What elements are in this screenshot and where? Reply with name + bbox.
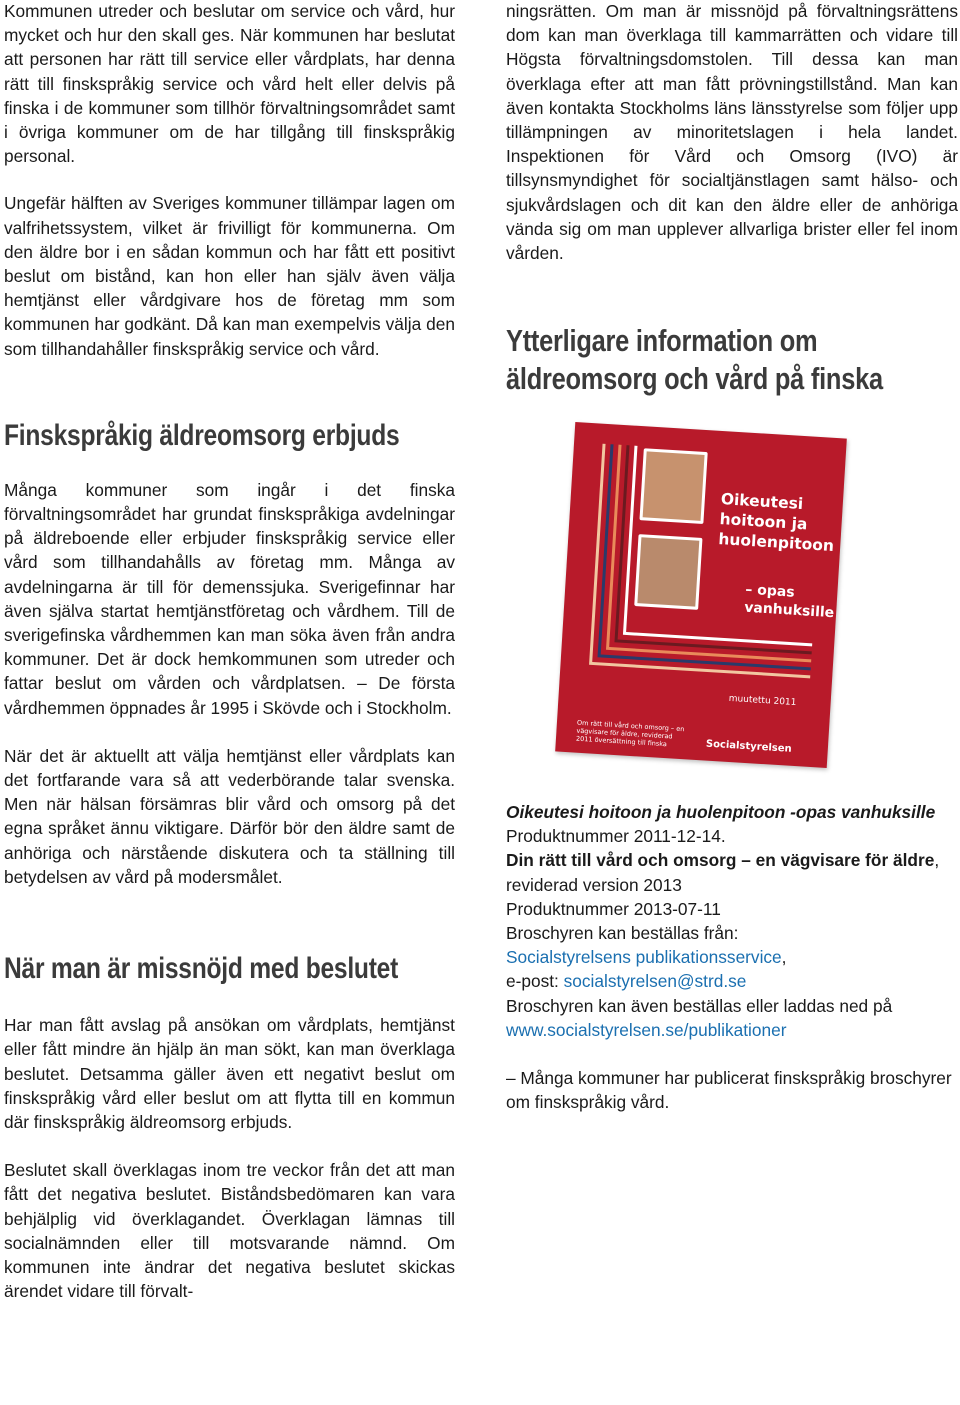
paragraph: ningsrätten. Om man är missnöjd på förvaltningsrättens dom kan man överklaga till kammarrätten och vidare till Högsta förvaltningsdomstolen. Till dessa kan man överklaga efter att man fått prövningstillstånd. Man kan även kontakta Stockholms läns länsstyrelse som följer upp tillämpningen av minoritetslagen i hela landet. Inspektionen för Vård och Omsorg (IVO) är tillsynsmyndighet för socialtjänstlagen samt hälso- och sjukvårdslagen och dit kan den äldre eller de anhöriga vända sig om man upplever allvarliga brister eller fel inom vården. — [506, 1, 958, 264]
brochure-caption — [506, 800, 958, 1114]
url-line — [506, 1018, 958, 1042]
section-heading: Finskspråkig äldreomsorg erbjuds — [4, 418, 400, 452]
publications-url-link[interactable]: www.socialstyrelsen.se/publikationer — [506, 1019, 787, 1040]
service-line: Socialstyrelsens publikationsservice, — [506, 947, 787, 968]
elderly-woman-photo — [639, 448, 707, 524]
brochure-cover-image — [548, 412, 858, 777]
paragraph: Många kommuner som ingår i det finska förvaltningsområdet har grundat finskspråkiga avdelningar på äldreboende eller erbjuder finskspråkig service eller vård som tillhandahålls av företag mm. Många av avdelningarna är till för demenssjuka. Sverigefinnar har även själva startat hemtjänstföretag och vårdhem. Till de sverigefinska vårdhemmen kan man söka även från andra kommuner. Det är dock hemkommunen som utreder och fattar beslut om vården och vårdplatsen. – De första vårdhemmen öppnades år 1995 i Skövde och i Stockholm. — [4, 479, 455, 718]
cover-title: Oikeutesi hoitoon ja huolenpitoon — [717, 490, 835, 556]
heading-line: Ytterligare information om — [506, 323, 818, 359]
note: – Många kommuner har publicerat finskspråkig broschyrer om finskspråkig vård. — [506, 1068, 952, 1113]
order-info: Broschyren kan beställas från: — [506, 923, 739, 944]
elderly-man-photo — [634, 534, 702, 610]
paragraph: Kommunen utreder och beslutar om service och vård, hur mycket och hur den skall ges. När kommunen har beslutat att personen har rätt till service eller vårdplats, har denna rätt till finskspråkig service och vård helt eller delvis på finska i de kommuner som tillhör förvaltningsområdet samt i övriga kommuner om de har tillgång till finskspråkig personal. — [4, 1, 455, 167]
paragraph: Beslutet skall överklagas inom tre veckor från det att man fått det negativa beslutet. Biståndsbedömaren kan vara behjälplig vid överklagandet. Överklagan lämnas till socialnämnden eller till motsvarande nämnd. Om kommunen inte ändrar det negativa beslutet skickas ärendet vidare till förvalt- — [4, 1160, 455, 1302]
publication-service-link[interactable]: Socialstyrelsens publikationsservice — [506, 947, 782, 968]
section-heading — [506, 322, 883, 398]
left-column — [4, 0, 455, 1303]
paragraph: Ungefär hälften av Sveriges kommuner tillämpar lagen om valfrihetssystem, vilket är frivilligt för kommunerna. Om den äldre bor i en sådan kommun och har fått ett positivt beslut om bistånd, kan hon eller han själv även välja hemtjänst eller vårdgivare hos de företag mm som kommunen har godkänt. Då kan man exempelvis välja den som tillhandahåller finskspråkig service och vård. — [4, 193, 455, 359]
socialstyrelsen-logo: Socialstyrelsen — [705, 738, 792, 755]
product-number: Produktnummer 2011-12-14. — [506, 826, 726, 847]
brochure-title-swedish: Din rätt till vård och omsorg – en vägvisare för äldre, reviderad version 2013 — [506, 850, 940, 895]
email-line: e-post: socialstyrelsen@strd.se — [506, 971, 747, 992]
brochure-cover — [555, 422, 847, 768]
email-link[interactable]: socialstyrelsen@strd.se — [563, 971, 747, 992]
right-column — [506, 0, 958, 398]
paragraph: När det är aktuellt att välja hemtjänst eller vårdplats kan det fortfarande vara så att vederbörande talar svenska. Men när hälsan försämras blir vård och omsorg på det egna språket ännu viktigare. Därför bör den äldre samt de anhöriga och närstående diskutera och ta ställning till betydelsen av vård på modersmålet. — [4, 745, 455, 887]
brochure-title-finnish: Oikeutesi hoitoon ja huolenpitoon -opas vanhuksille — [506, 802, 936, 822]
section-heading: När man är missnöjd med beslutet — [4, 952, 399, 986]
download-info: Broschyren kan även beställas eller laddas ned på — [506, 995, 893, 1016]
cover-subtitle: – opas vanhuksille — [743, 581, 835, 622]
heading-line: äldreomsorg och vård på finska — [506, 361, 883, 397]
product-number: Produktnummer 2013-07-11 — [506, 898, 721, 919]
paragraph: Har man fått avslag på ansökan om vårdplats, hemtjänst eller fått mindre än hjälp än man sökt, kan man överklaga beslutet. Detsamma gäller även ett negativt beslut om finskspråkig vård eller beslut om att flytta till en kommun där finskspråkig äldreomsorg erbjuds. — [4, 1015, 455, 1132]
cover-small-text: Om rätt till vård och omsorg – en vägvisare för äldre, reviderad 2011 översättning till finska — [575, 718, 685, 749]
cover-date: muutettu 2011 — [728, 693, 797, 709]
